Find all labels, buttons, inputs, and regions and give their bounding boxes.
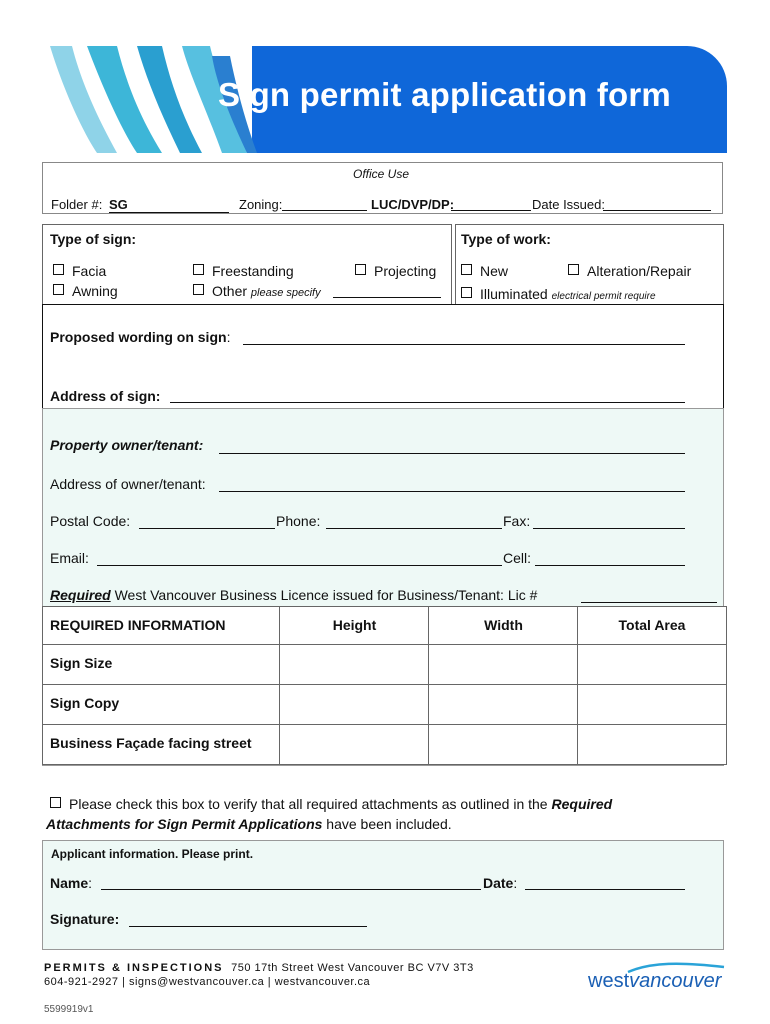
zoning-label: Zoning: [239,197,283,212]
luc-field[interactable] [451,210,531,211]
zoning-field[interactable] [282,210,367,211]
signature-label: Signature: [50,911,120,927]
sign-copy-width-cell[interactable] [428,684,579,726]
sign-copy-area-cell[interactable] [577,684,727,726]
other-specify-field[interactable] [333,297,441,298]
freestanding-label: Freestanding [212,263,294,279]
table-row [42,684,281,726]
attachments-required-bold: Required [551,796,613,812]
footer-dept: PERMITS & INSPECTIONS [44,962,224,974]
property-owner-field[interactable] [219,453,685,454]
date-field[interactable] [525,889,685,890]
freestanding-checkbox[interactable] [193,264,204,275]
logo-wordmark: westvancouver [588,970,722,992]
document-id: 5599919v1 [44,1004,94,1015]
table-header-cell [42,606,281,646]
other-label: Other [212,283,248,299]
facade-area-cell[interactable] [577,724,727,765]
alteration-option[interactable] [568,263,691,279]
header-height: Height [332,617,377,633]
illuminated-checkbox[interactable] [461,287,472,298]
footer-address-line [44,962,474,974]
postal-code-label: Postal Code: [50,513,131,529]
table-header-cell [577,606,727,646]
required-label: Required [50,587,111,603]
fax-field[interactable] [533,528,685,529]
licence-line [50,587,537,603]
attachments-confirmation [46,794,706,834]
owner-address-field[interactable] [219,491,685,492]
date-issued-label: Date Issued: [532,197,605,212]
illuminated-option[interactable] [461,286,656,302]
new-label: New [480,263,509,279]
awning-checkbox[interactable] [53,284,64,295]
phone-label: Phone: [276,513,321,529]
date-issued-field[interactable] [603,210,711,211]
postal-code-field[interactable] [139,528,275,529]
name-field[interactable] [101,889,481,890]
new-option[interactable] [461,263,508,279]
folder-field[interactable]: SG [109,197,229,213]
type-of-sign-heading: Type of sign: [50,231,137,247]
property-owner-label: Property owner/tenant: [50,437,204,453]
applicant-heading: Applicant information. Please print. [51,847,254,861]
office-use-box [42,162,723,214]
email-label: Email: [50,550,89,566]
footer-address: 750 17th Street West Vancouver BC V7V 3T3 [231,962,474,974]
sign-size-width-cell[interactable] [428,644,579,686]
facia-option[interactable] [53,263,106,279]
luc-label: LUC/DVP/DP: [371,197,455,212]
email-field[interactable] [97,565,502,566]
sign-size-height-cell[interactable] [279,644,430,686]
facia-label: Facia [72,263,107,279]
proposed-wording-field[interactable] [243,344,685,345]
attachments-title-bold: Attachments for Sign Permit Applications [46,816,323,832]
header-width: Width [484,617,523,633]
cell-label: Cell: [503,550,532,566]
header-total-area: Total Area [618,617,686,633]
table-header-cell [279,606,430,646]
footer-contact: 604-921-2927 | signs@westvancouver.ca | westvancouver.ca [44,976,371,988]
sign-copy-height-cell[interactable] [279,684,430,726]
facade-height-cell[interactable] [279,724,430,765]
date-label: Date: [483,875,518,891]
table-header-cell [428,606,579,646]
page-title: Sign permit application form [218,76,671,113]
row-sign-copy: Sign Copy [50,695,120,711]
sign-size-area-cell[interactable] [577,644,727,686]
signature-field[interactable] [129,926,367,927]
freestanding-option[interactable] [193,263,294,279]
address-of-sign-field[interactable] [170,402,685,403]
name-label: Name: [50,875,93,891]
cell-field[interactable] [535,565,685,566]
west-vancouver-logo [588,960,728,992]
projecting-label: Projecting [374,263,437,279]
other-checkbox[interactable] [193,284,204,295]
folder-label: Folder #: [51,197,103,212]
alteration-label: Alteration/Repair [587,263,692,279]
illuminated-hint: electrical permit require [551,291,656,302]
row-business-facade: Business Façade facing street [50,735,252,751]
facia-checkbox[interactable] [53,264,64,275]
licence-text: West Vancouver Business Licence issued for Business/Tenant: Lic # [114,587,538,603]
projecting-option[interactable] [355,263,436,279]
office-use-heading: Office Use [353,167,410,181]
awning-label: Awning [72,283,118,299]
other-hint: please specify [250,287,321,299]
type-of-work-box [455,224,724,305]
owner-address-label: Address of owner/tenant: [50,476,206,492]
licence-number-field[interactable] [581,602,717,603]
fax-label: Fax: [503,513,531,529]
table-row [42,644,281,686]
proposed-wording-label: Proposed wording on sign: [50,329,231,345]
address-of-sign-label: Address of sign: [50,388,161,404]
applicant-section [42,840,724,950]
new-checkbox[interactable] [461,264,472,275]
row-sign-size: Sign Size [50,655,113,671]
illuminated-label: Illuminated [480,286,548,302]
phone-field[interactable] [326,528,502,529]
facade-width-cell[interactable] [428,724,579,765]
header-required-information: REQUIRED INFORMATION [50,617,226,633]
attachments-line1: Please check this box to verify that all required attachments as outlined in the [69,796,548,812]
type-of-work-heading: Type of work: [461,231,551,247]
projecting-checkbox[interactable] [355,264,366,275]
attachments-checkbox[interactable] [50,797,61,808]
attachments-line2: have been included. [326,816,452,832]
awning-option[interactable] [53,283,118,299]
alteration-checkbox[interactable] [568,264,579,275]
other-option[interactable] [193,283,321,299]
type-of-sign-box [42,224,452,305]
sign-details-box [42,304,724,409]
table-row [42,724,281,765]
required-info-table [42,606,727,764]
